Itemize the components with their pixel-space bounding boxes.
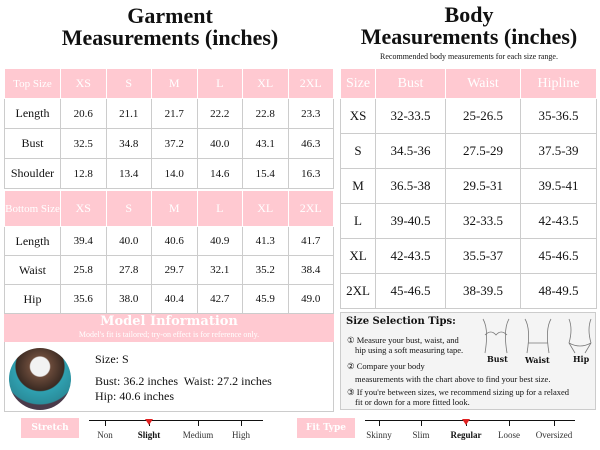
size-s: S (106, 191, 152, 227)
cell-value: 46.3 (288, 129, 334, 159)
size-m: M (152, 69, 198, 99)
cell-value: 22.8 (243, 99, 289, 129)
cell-value: 38.0 (106, 285, 152, 314)
row-label: Waist (5, 256, 61, 285)
table-row (341, 274, 597, 309)
tip-3-cont: fit or down for a more fitted look. (355, 397, 470, 407)
row-size: 2XL (341, 274, 376, 309)
tip-2: ② Compare your body (347, 361, 425, 371)
model-waist: Waist: 27.2 inches (183, 374, 272, 388)
header-hipline: Hipline (521, 69, 597, 99)
cell-value: 35-36.5 (521, 99, 597, 134)
cell-value: 21.7 (152, 99, 198, 129)
size-xl: XL (243, 191, 289, 227)
size-s: S (106, 69, 152, 99)
model-info-title: Model Information (100, 314, 238, 329)
cell-value: 45-46.5 (376, 274, 446, 309)
cell-value: 49.0 (288, 285, 334, 314)
cell-value: 41.3 (243, 227, 289, 256)
cell-value: 23.3 (288, 99, 334, 129)
size-xs: XS (61, 69, 107, 99)
cell-value: 39-40.5 (376, 204, 446, 239)
cell-value: 29.5-31 (446, 169, 521, 204)
row-size: M (341, 169, 376, 204)
scale-tick (421, 420, 422, 426)
scale-option-slim: Slim (412, 430, 430, 440)
size-l: L (197, 69, 243, 99)
cell-value: 34.5-36 (376, 134, 446, 169)
cell-value: 37.2 (152, 129, 198, 159)
cell-value: 48-49.5 (521, 274, 597, 309)
cell-value: 32.5 (61, 129, 107, 159)
header-size: Size (341, 69, 376, 99)
cell-value: 20.6 (61, 99, 107, 129)
cell-value: 42-43.5 (521, 204, 597, 239)
body-figures-icon (477, 315, 595, 355)
table-row (5, 99, 334, 129)
row-label: Shoulder (5, 159, 61, 189)
cell-value: 45.9 (243, 285, 289, 314)
header-row (341, 69, 597, 99)
body-size-table (340, 68, 597, 309)
cell-value: 39.4 (61, 227, 107, 256)
size-2xl: 2XL (288, 69, 334, 99)
cell-value: 25-26.5 (446, 99, 521, 134)
figure-hip-label: Hip (573, 354, 590, 364)
scale-option-slight: Slight (137, 430, 161, 440)
selected-marker-icon (462, 419, 470, 425)
cell-value: 32.1 (197, 256, 243, 285)
table-row (341, 99, 597, 134)
model-info-header (4, 314, 334, 342)
tip-3: ③ If you're between sizes, we recommend sizing up for a relaxed (347, 387, 570, 397)
cell-value: 27.8 (106, 256, 152, 285)
top-size-table (4, 68, 334, 189)
tip-2-cont: measurements with the chart above to find your best size. (355, 374, 551, 384)
scale-tick (554, 420, 555, 426)
table-row (5, 227, 334, 256)
scale-tick (198, 420, 199, 426)
cell-value: 27.5-29 (446, 134, 521, 169)
cell-value: 12.8 (61, 159, 107, 189)
body-subtitle: Recommended body measurements for each size range. (380, 52, 558, 61)
scale-tick (379, 420, 380, 426)
row-size: XL (341, 239, 376, 274)
scale-option-loose: Loose (498, 430, 520, 440)
cell-value: 14.6 (197, 159, 243, 189)
cell-value: 22.2 (197, 99, 243, 129)
tips-title: Size Selection Tips: (346, 316, 456, 327)
cell-value: 34.8 (106, 129, 152, 159)
scale-option-non: Non (97, 430, 113, 440)
tip-1: ① Measure your bust, waist, and (347, 335, 459, 345)
cell-value: 37.5-39 (521, 134, 597, 169)
cell-value: 21.1 (106, 99, 152, 129)
table-row (5, 285, 334, 314)
cell-value: 35.2 (243, 256, 289, 285)
table-row (341, 134, 597, 169)
table-row (5, 129, 334, 159)
size-header: Top Size (5, 69, 61, 99)
table-row (5, 159, 334, 189)
scale-option-oversized: Oversized (535, 430, 573, 440)
cell-value: 38.4 (288, 256, 334, 285)
table-row (341, 239, 597, 274)
model-info-panel (4, 342, 334, 412)
row-size: L (341, 204, 376, 239)
cell-value: 40.6 (152, 227, 198, 256)
cell-value: 35.5-37 (446, 239, 521, 274)
size-tips-panel (340, 312, 596, 410)
bottom-size-table (4, 190, 334, 314)
selected-marker-icon (145, 419, 153, 425)
table-row (5, 256, 334, 285)
cell-value: 25.8 (61, 256, 107, 285)
fit-type-label: Fit Type (297, 418, 355, 438)
row-label: Bust (5, 129, 61, 159)
cell-value: 14.0 (152, 159, 198, 189)
cell-value: 42-43.5 (376, 239, 446, 274)
cell-value: 40.4 (152, 285, 198, 314)
model-size: Size: S (95, 352, 129, 366)
cell-value: 36.5-38 (376, 169, 446, 204)
tip-1-cont: hip using a soft measuring tape. (355, 345, 464, 355)
size-header: Bottom Size (5, 191, 61, 227)
cell-value: 38-39.5 (446, 274, 521, 309)
cell-value: 32-33.5 (376, 99, 446, 134)
row-label: Length (5, 227, 61, 256)
size-xl: XL (243, 69, 289, 99)
stretch-scale (89, 420, 263, 440)
cell-value: 43.1 (243, 129, 289, 159)
scale-option-regular: Regular (450, 430, 482, 440)
header-bust: Bust (376, 69, 446, 99)
row-size: S (341, 134, 376, 169)
model-hip: Hip: 40.6 inches (95, 389, 174, 403)
garment-title: Garment Measurements (inches) (61, 3, 279, 50)
cell-value: 29.7 (152, 256, 198, 285)
scale-tick (241, 420, 242, 426)
size-2xl: 2XL (288, 191, 334, 227)
table-row (341, 169, 597, 204)
row-label: Hip (5, 285, 61, 314)
scale-tick (105, 420, 106, 426)
cell-value: 13.4 (106, 159, 152, 189)
figure-waist-label: Waist (525, 355, 550, 365)
model-bust: Bust: 36.2 inches (95, 374, 178, 388)
header-row (5, 191, 334, 227)
cell-value: 42.7 (197, 285, 243, 314)
cell-value: 40.0 (106, 227, 152, 256)
row-label: Length (5, 99, 61, 129)
cell-value: 35.6 (61, 285, 107, 314)
cell-value: 16.3 (288, 159, 334, 189)
scale-option-medium: Medium (182, 430, 214, 440)
cell-value: 15.4 (243, 159, 289, 189)
figure-bust-label: Bust (487, 354, 508, 364)
cell-value: 39.5-41 (521, 169, 597, 204)
fit-type-scale (365, 420, 575, 440)
scale-option-skinny: Skinny (366, 430, 392, 440)
cell-value: 41.7 (288, 227, 334, 256)
cell-value: 40.9 (197, 227, 243, 256)
size-l: L (197, 191, 243, 227)
stretch-label: Stretch (21, 418, 79, 438)
body-title: Body Measurements (inches) (360, 2, 578, 49)
row-size: XS (341, 99, 376, 134)
model-avatar (9, 348, 71, 410)
table-row (341, 204, 597, 239)
header-waist: Waist (446, 69, 521, 99)
size-xs: XS (61, 191, 107, 227)
cell-value: 45-46.5 (521, 239, 597, 274)
scale-tick (509, 420, 510, 426)
size-m: M (152, 191, 198, 227)
scale-option-high: High (232, 430, 250, 440)
cell-value: 40.0 (197, 129, 243, 159)
model-info-note: Model's fit is tailored; try-on effect is for reference only. (78, 330, 260, 339)
cell-value: 32-33.5 (446, 204, 521, 239)
header-row (5, 69, 334, 99)
